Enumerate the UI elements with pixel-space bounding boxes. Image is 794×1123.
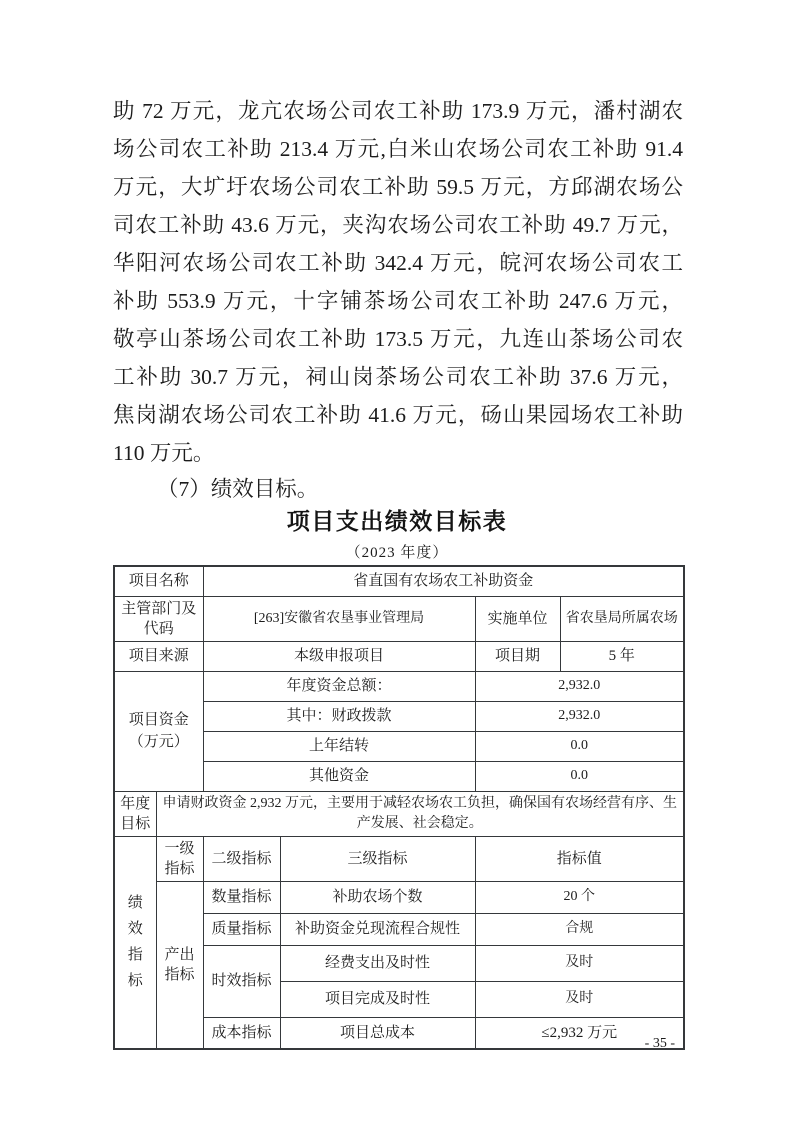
- paragraph-line: 焦岗湖农场公司农工补助 41.6 万元，砀山果园场农工补助: [113, 403, 683, 427]
- indicator-value: 合规: [475, 913, 684, 945]
- funds-item-value: 2,932.0: [475, 701, 684, 731]
- header-level3: 三级指标: [280, 836, 475, 881]
- paragraph-line: 敬亭山茶场公司农工补助 173.5 万元，九连山茶场公司农: [113, 327, 683, 351]
- source-value: 本级申报项目: [203, 641, 475, 671]
- annual-goal-text: 申请财政资金 2,932 万元，主要用于减轻农场农工负担，确保国有农场经营有序、生产发展、社会稳定。: [156, 791, 684, 836]
- page-number: - 35 -: [644, 1036, 675, 1051]
- impl-unit-value: 省农垦局所属农场: [560, 596, 684, 641]
- funds-item-value: 0.0: [475, 731, 684, 761]
- funds-item-name: 其中：财政拨款: [203, 701, 475, 731]
- header-value: 指标值: [475, 836, 684, 881]
- paragraph-line: 万元，大圹圩农场公司农工补助 59.5 万元，方邱湖农场公: [113, 175, 683, 199]
- period-label: 项目期: [475, 641, 560, 671]
- indicator-value: ≤2,932 万元: [475, 1017, 684, 1049]
- source-label: 项目来源: [114, 641, 203, 671]
- table-row: [114, 836, 684, 881]
- impl-unit-label: 实施单位: [475, 596, 560, 641]
- table-row: [114, 596, 684, 641]
- project-name-label: 项目名称: [114, 566, 203, 596]
- output-group-label: [156, 881, 203, 1049]
- header-level2: 二级指标: [203, 836, 280, 881]
- funds-item-value: 2,932.0: [475, 671, 684, 701]
- funds-label: [114, 671, 203, 791]
- department-label: 主管部门及代码: [114, 596, 203, 641]
- header-level1: [156, 836, 203, 881]
- funds-item-name: 上年结转: [203, 731, 475, 761]
- performance-target-table: [113, 565, 685, 1050]
- indicator-level3: 项目总成本: [280, 1017, 475, 1049]
- performance-label: [114, 836, 156, 1049]
- indicator-level2: 数量指标: [203, 881, 280, 913]
- body-paragraph: [113, 92, 683, 506]
- indicator-level3: 补助资金兑现流程合规性: [280, 913, 475, 945]
- indicator-level2: 时效指标: [203, 945, 280, 1017]
- department-value: [263]安徽省农垦事业管理局: [203, 596, 475, 641]
- funds-item-value: 0.0: [475, 761, 684, 791]
- indicator-level3: 项目完成及时性: [280, 981, 475, 1017]
- annual-goal-label: 年度目标: [114, 791, 156, 836]
- indicator-level2: 成本指标: [203, 1017, 280, 1049]
- table-row: [114, 641, 684, 671]
- funds-label-text: 项目资金（万元）: [128, 712, 189, 750]
- paragraph-line: 场公司农工补助 213.4 万元,白米山农场公司农工补助 91.4: [113, 137, 683, 161]
- indicator-level3: 经费支出及时性: [280, 945, 475, 981]
- table-row: [114, 566, 684, 596]
- table-subtitle: （2023 年度）: [345, 545, 449, 561]
- table-row: [114, 671, 684, 701]
- paragraph-line: 110 万元。: [113, 441, 215, 465]
- header-level1-text: 一级指标: [164, 840, 195, 877]
- performance-goal-heading: （7）绩效目标。: [157, 477, 319, 501]
- paragraph-line: 助 72 万元，龙亢农场公司农工补助 173.9 万元，潘村湖农: [113, 99, 683, 123]
- paragraph-line: 补助 553.9 万元，十字铺茶场公司农工补助 247.6 万元，: [113, 289, 683, 313]
- indicator-value: 及时: [475, 945, 684, 981]
- table-row: [114, 791, 684, 836]
- funds-item-name: 其他资金: [203, 761, 475, 791]
- table-title: 项目支出绩效目标表: [286, 508, 508, 534]
- table-row: [114, 881, 684, 913]
- indicator-level2: 质量指标: [203, 913, 280, 945]
- paragraph-line: 华阳河农场公司农工补助 342.4 万元，皖河农场公司农工: [113, 251, 683, 275]
- output-group-label-text: 产出指标: [164, 946, 195, 983]
- indicator-level3: 补助农场个数: [280, 881, 475, 913]
- period-value: 5 年: [560, 641, 684, 671]
- indicator-value: 20 个: [475, 881, 684, 913]
- project-name-value: 省直国有农场农工补助资金: [203, 566, 684, 596]
- paragraph-line: 司农工补助 43.6 万元，夹沟农场公司农工补助 49.7 万元，: [113, 213, 683, 237]
- paragraph-line: 工补助 30.7 万元，祠山岗茶场公司农工补助 37.6 万元，: [113, 365, 683, 389]
- funds-item-name: 年度资金总额：: [203, 671, 475, 701]
- performance-label-text: 绩效指标: [127, 895, 143, 990]
- indicator-value: 及时: [475, 981, 684, 1017]
